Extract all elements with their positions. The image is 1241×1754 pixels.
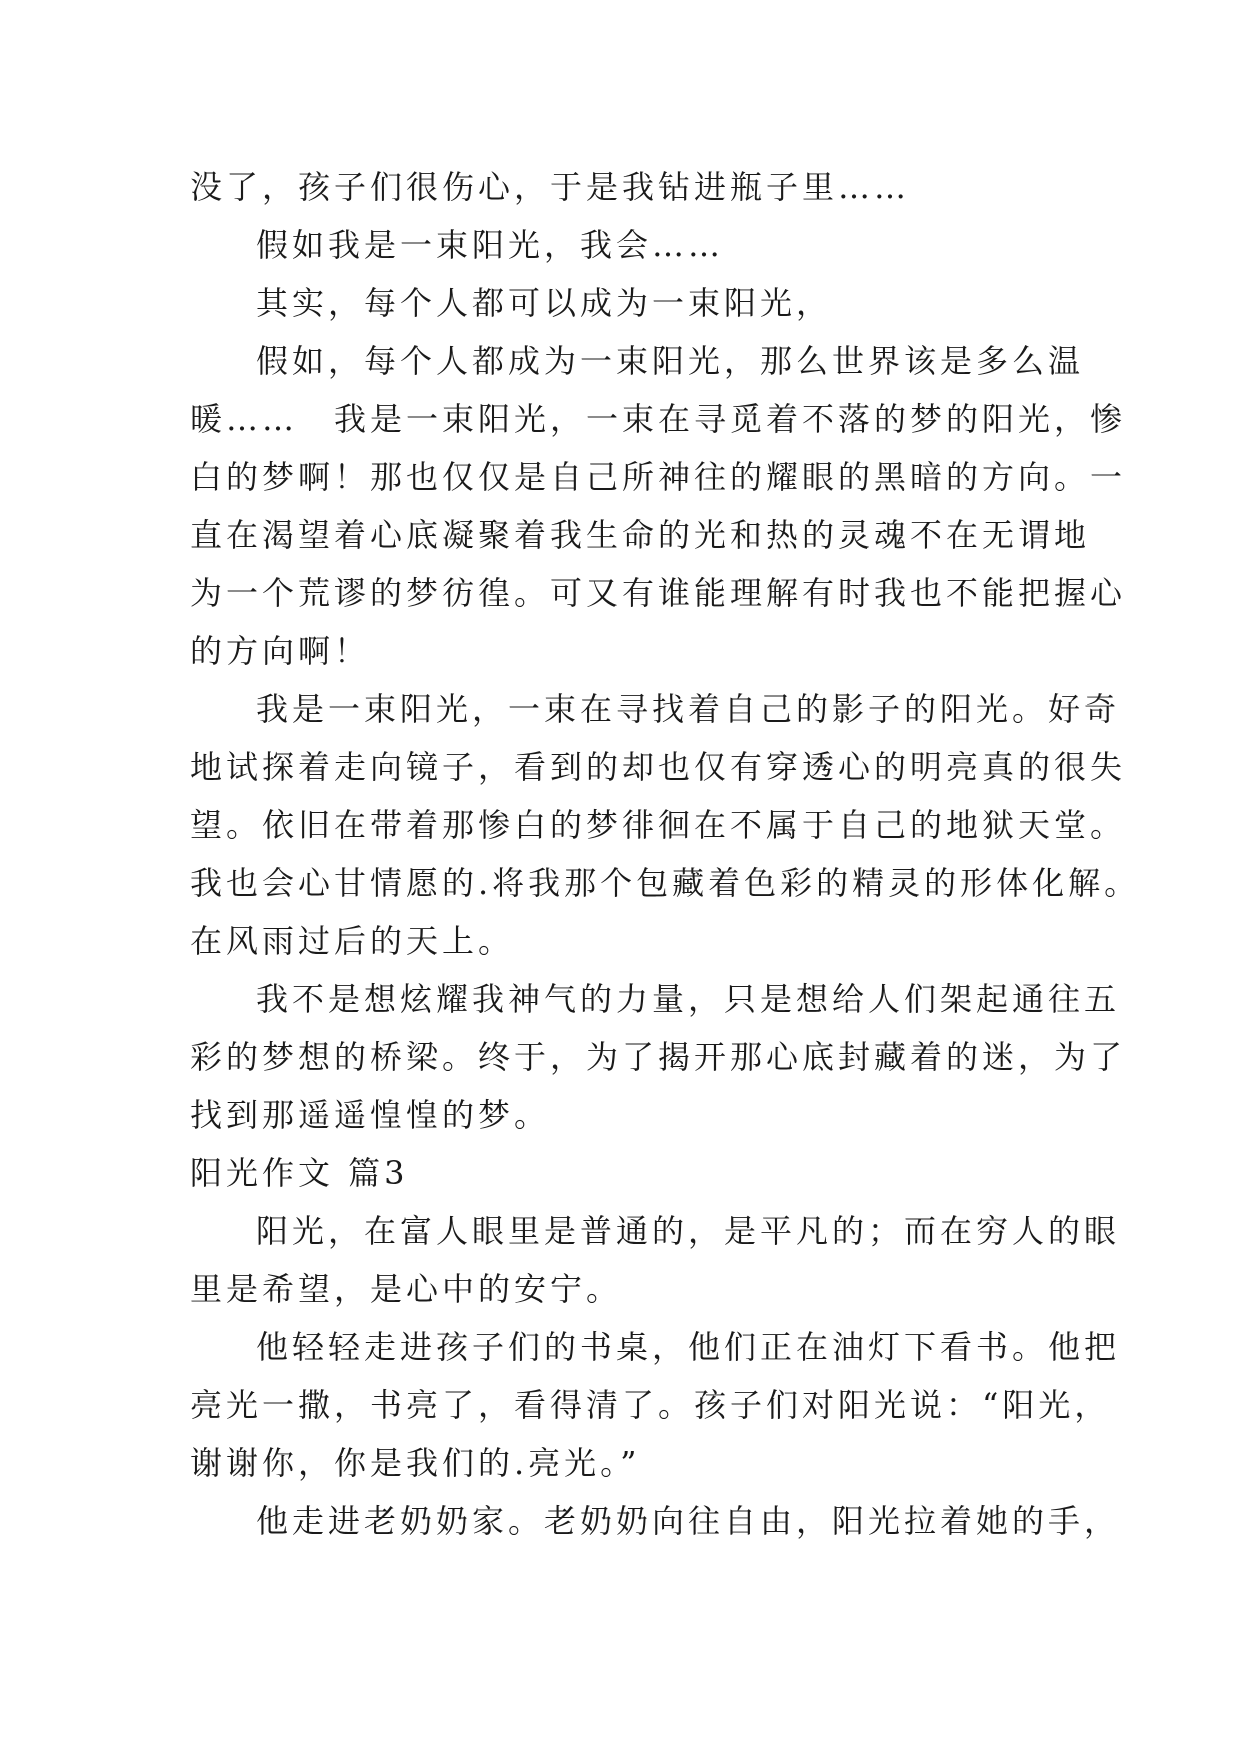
text-line: 望。依旧在带着那惨白的梦徘徊在不属于自己的地狱天堂。: [190, 806, 1127, 844]
text-line: 白的梦啊！那也仅仅是自己所神往的耀眼的黑暗的方向。一: [190, 458, 1127, 496]
text-line: 找到那遥遥惶惶的梦。: [190, 1096, 551, 1134]
text-line: 在风雨过后的天上。: [190, 922, 515, 960]
text-line: 我不是想炫耀我神气的力量，只是想给人们架起通往五: [256, 980, 1121, 1018]
text-line: 里是希望，是心中的安宁。: [190, 1270, 623, 1308]
text-line: 他轻轻走进孩子们的书桌，他们正在油灯下看书。他把: [256, 1328, 1121, 1366]
text-line: 他走进老奶奶家。老奶奶向往自由，阳光拉着她的手，: [256, 1502, 1121, 1540]
text-line: 亮光一撒，书亮了，看得清了。孩子们对阳光说：“阳光，: [190, 1386, 1111, 1424]
text-line: 我也会心甘情愿的.将我那个包藏着色彩的精灵的形体化解。: [190, 864, 1141, 902]
document-body: [190, 158, 1141, 1550]
text-line: 彩的梦想的桥梁。终于，为了揭开那心底封藏着的迷，为了: [190, 1038, 1127, 1076]
text-line: 没了，孩子们很伤心，于是我钻进瓶子里……: [190, 168, 911, 206]
text-line: 我是一束阳光，一束在寻找着自己的影子的阳光。好奇: [256, 690, 1121, 728]
text-line: 为一个荒谬的梦彷徨。可又有谁能理解有时我也不能把握心: [190, 574, 1127, 612]
text-line: 假如，每个人都成为一束阳光，那么世界该是多么温: [256, 342, 1085, 380]
text-line: 阳光，在富人眼里是普通的，是平凡的；而在穷人的眼: [256, 1212, 1121, 1250]
section-heading: 阳光作文 篇3: [190, 1154, 409, 1192]
text-line: 暖…… 我是一束阳光，一束在寻觅着不落的梦的阳光，惨: [190, 400, 1127, 438]
text-line: 谢谢你，你是我们的.亮光。”: [190, 1444, 641, 1482]
text-line: 的方向啊！: [190, 632, 371, 670]
text-line: 直在渴望着心底凝聚着我生命的光和热的灵魂不在无谓地: [190, 516, 1091, 554]
text-line: 地试探着走向镜子，看到的却也仅有穿透心的明亮真的很失: [190, 748, 1127, 786]
text-line: 假如我是一束阳光，我会……: [256, 226, 725, 264]
text-line: 其实，每个人都可以成为一束阳光，: [256, 284, 833, 322]
